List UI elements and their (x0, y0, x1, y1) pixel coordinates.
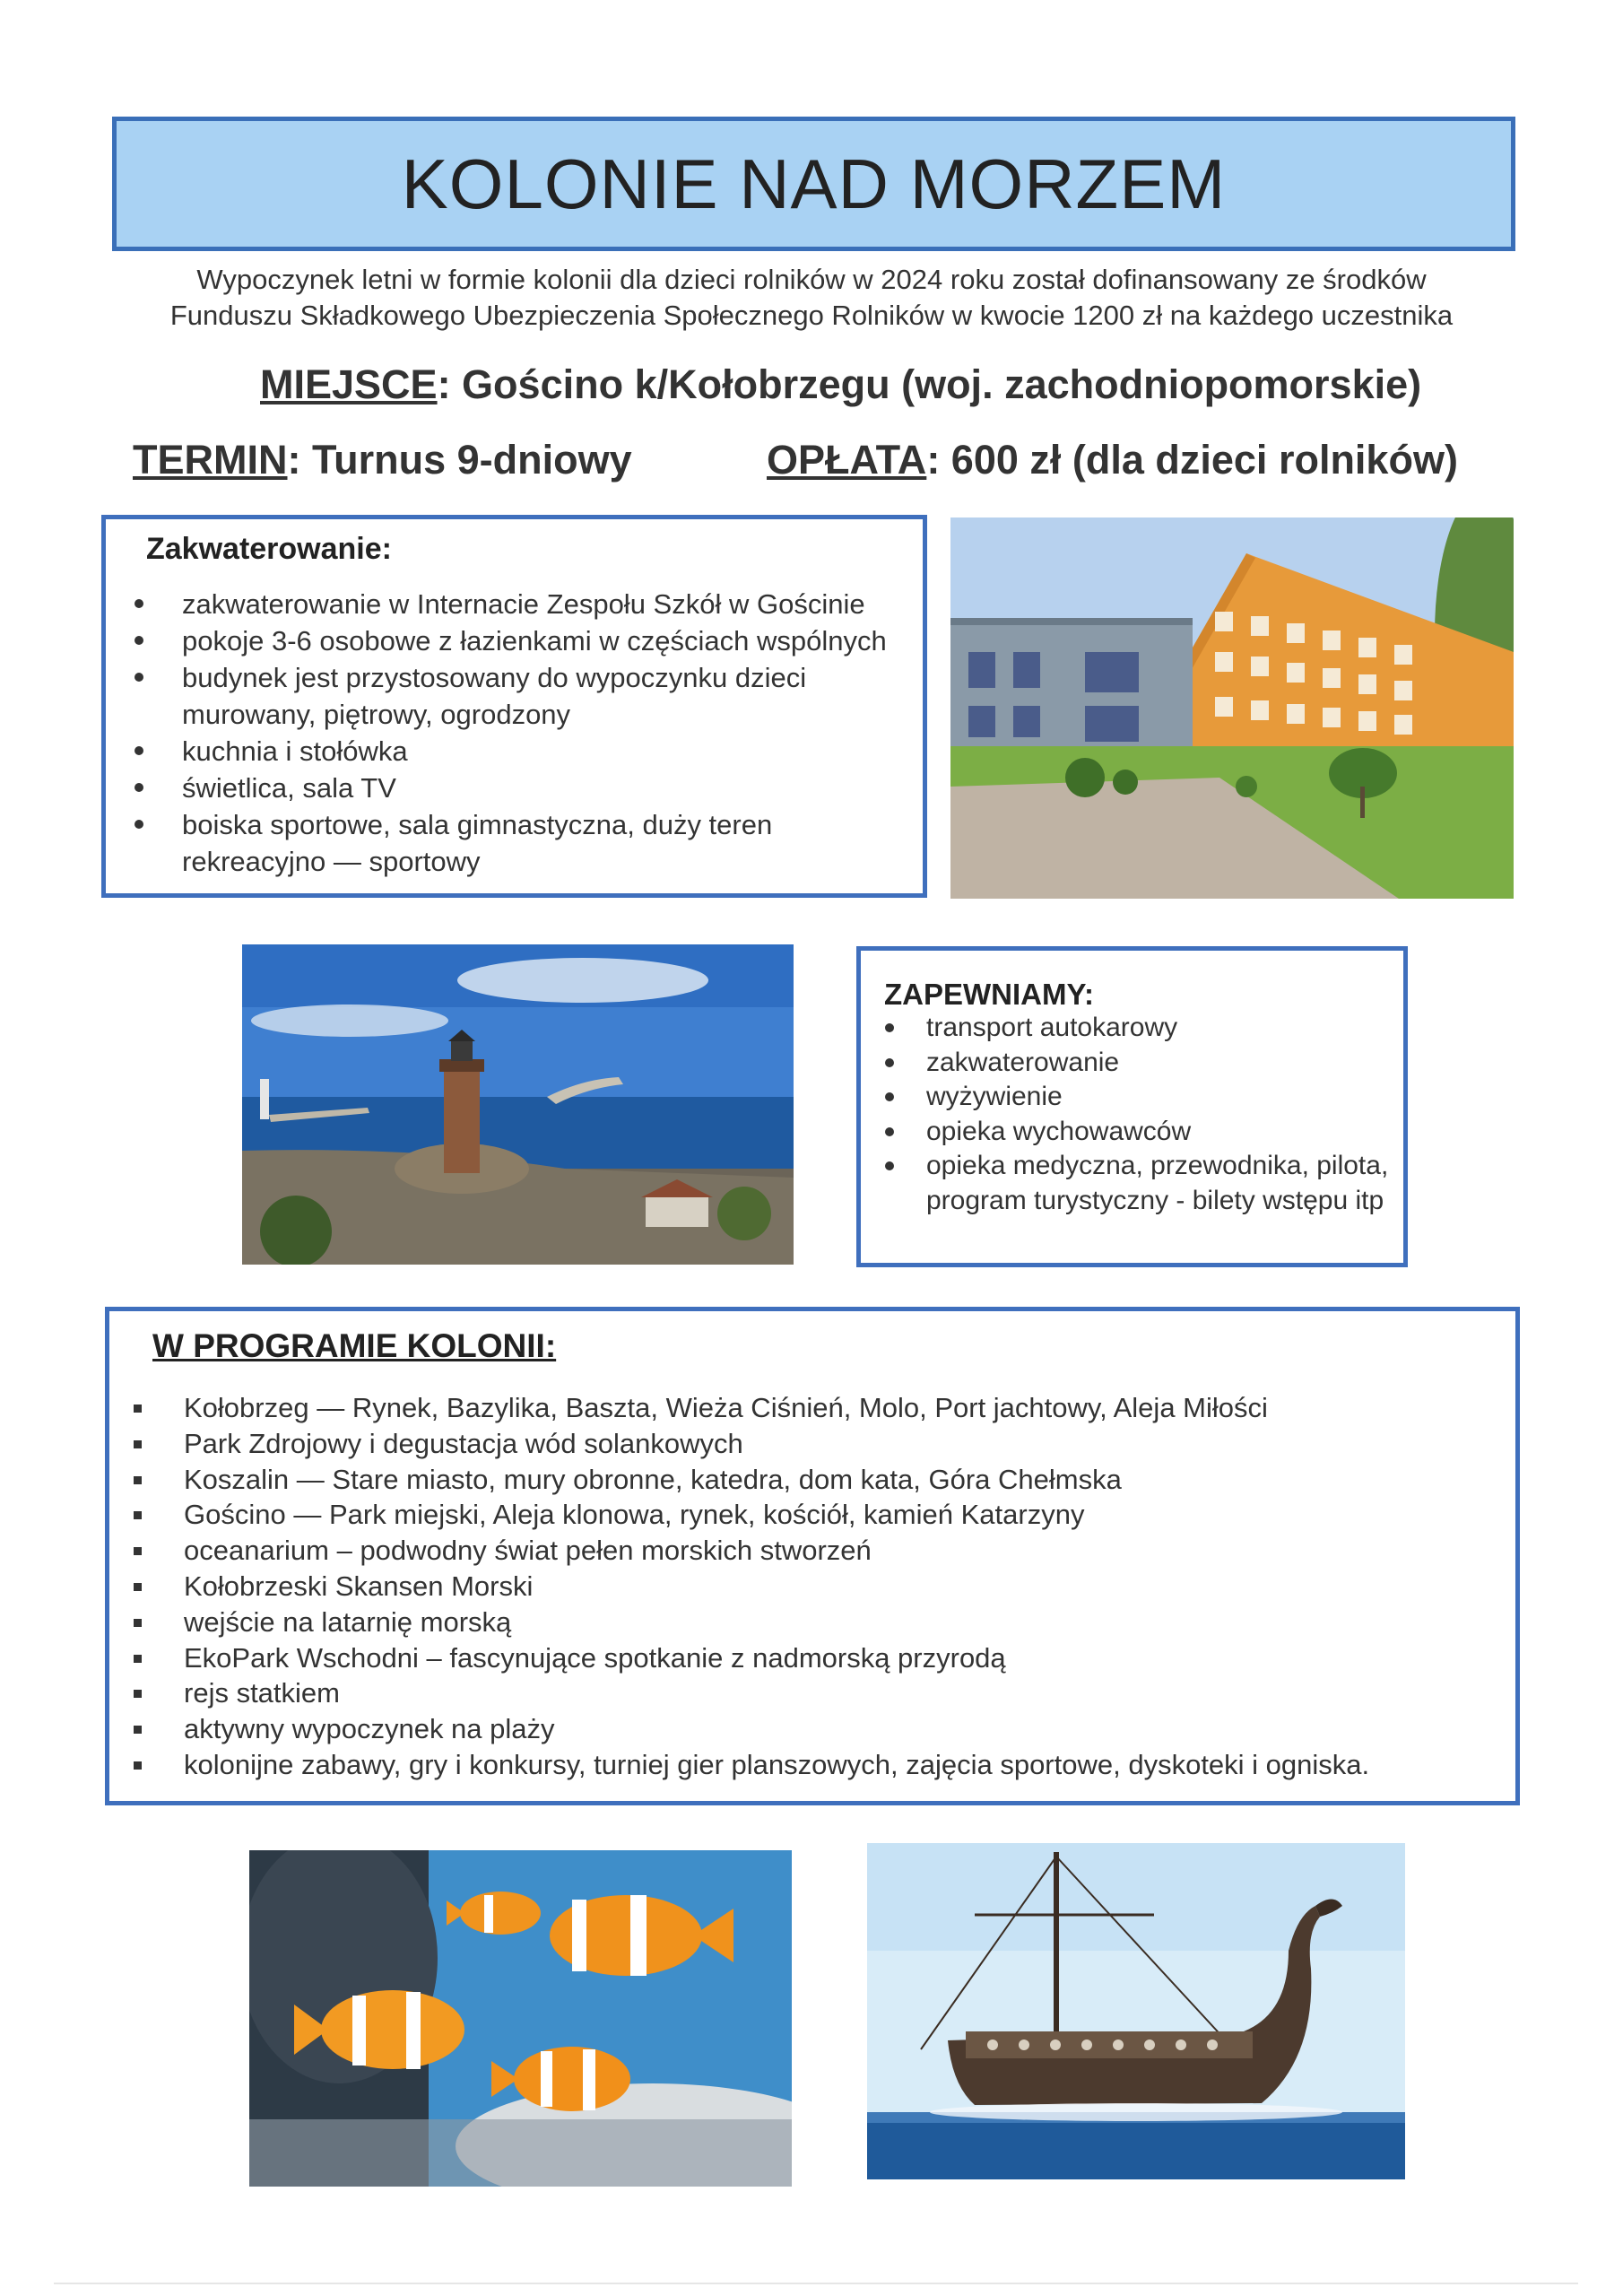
list-item: transport autokarowy (879, 1011, 1399, 1046)
list-item: Kołobrzeski Skansen Morski (132, 1569, 1504, 1605)
fee-value: : 600 zł (dla dzieci rolników) (926, 437, 1458, 483)
fee-line (767, 437, 1458, 483)
list-item: aktywny wypoczynek na plaży (132, 1711, 1504, 1747)
list-item: rejs statkiem (132, 1675, 1504, 1711)
list-item: budynek jest przystosowany do wypoczynku dzieci murowany, piętrowy, ogrodzony (133, 659, 922, 733)
location-value: : Gościno k/Kołobrzegu (woj. zachodniopomorskie) (437, 361, 1422, 407)
clownfish-photo (249, 1850, 792, 2187)
title-banner (112, 117, 1515, 251)
program-box (105, 1307, 1520, 1805)
location-line (260, 361, 1421, 408)
funding-note-line-1: Wypoczynek letni w formie kolonii dla dzieci rolników w 2024 roku został dofinansowany ze środków (196, 264, 1427, 295)
funding-note (99, 262, 1524, 334)
accommodation-title: Zakwaterowanie: (146, 532, 392, 566)
term-value: : Turnus 9-dniowy (287, 437, 632, 483)
program-list (132, 1390, 1504, 1783)
program-title: W PROGRAMIE KOLONII: (152, 1327, 557, 1364)
list-item: Park Zdrojowy i degustacja wód solankowych (132, 1426, 1504, 1462)
list-item: EkoPark Wschodni – fascynujące spotkanie z nadmorską przyrodą (132, 1640, 1504, 1676)
list-item: opieka medyczna, przewodnika, pilota, program turystyczny - bilety wstępu itp (879, 1149, 1399, 1218)
list-item: zakwaterowanie w Internacie Zespołu Szkół w Gościnie (133, 586, 922, 622)
list-item: wyżywienie (879, 1080, 1399, 1115)
term-line (133, 437, 632, 483)
we-provide-box (856, 946, 1408, 1267)
list-item: zakwaterowanie (879, 1046, 1399, 1081)
list-item: Kołobrzeg — Rynek, Bazylika, Baszta, Wieża Ciśnień, Molo, Port jachtowy, Aleja Miłości (132, 1390, 1504, 1426)
scan-edge-line (54, 2283, 1578, 2284)
term-label: TERMIN (133, 437, 288, 483)
page-title: KOLONIE NAD MORZEM (401, 144, 1227, 223)
list-item: opieka wychowawców (879, 1115, 1399, 1150)
funding-note-line-2: Funduszu Składkowego Ubezpieczenia Społecznego Rolników w kwocie 1200 zł na każdego uczestnika (169, 300, 1454, 331)
building-photo (950, 517, 1514, 899)
list-item: wejście na latarnię morską (132, 1605, 1504, 1640)
list-item: boiska sportowe, sala gimnastyczna, duży teren rekreacyjno — sportowy (133, 806, 922, 880)
we-provide-title: ZAPEWNIAMY: (884, 978, 1095, 1011)
fee-label: OPŁATA (767, 437, 927, 483)
list-item: pokoje 3-6 osobowe z łazienkami w częściach wspólnych (133, 622, 922, 659)
list-item: kolonijne zabawy, gry i konkursy, turniej gier planszowych, zajęcia sportowe, dyskoteki i ogniska. (132, 1747, 1504, 1783)
accommodation-list (133, 586, 922, 880)
viking-ship-photo (867, 1843, 1405, 2179)
we-provide-list (879, 1011, 1399, 1218)
accommodation-box (101, 515, 927, 898)
list-item: Gościno — Park miejski, Aleja klonowa, rynek, kościół, kamień Katarzyny (132, 1497, 1504, 1533)
location-label: MIEJSCE (260, 361, 438, 407)
list-item: Koszalin — Stare miasto, mury obronne, katedra, dom kata, Góra Chełmska (132, 1462, 1504, 1498)
lighthouse-photo (242, 944, 794, 1265)
list-item: oceanarium – podwodny świat pełen morskich stworzeń (132, 1533, 1504, 1569)
list-item: kuchnia i stołówka (133, 733, 922, 770)
list-item: świetlica, sala TV (133, 770, 922, 806)
